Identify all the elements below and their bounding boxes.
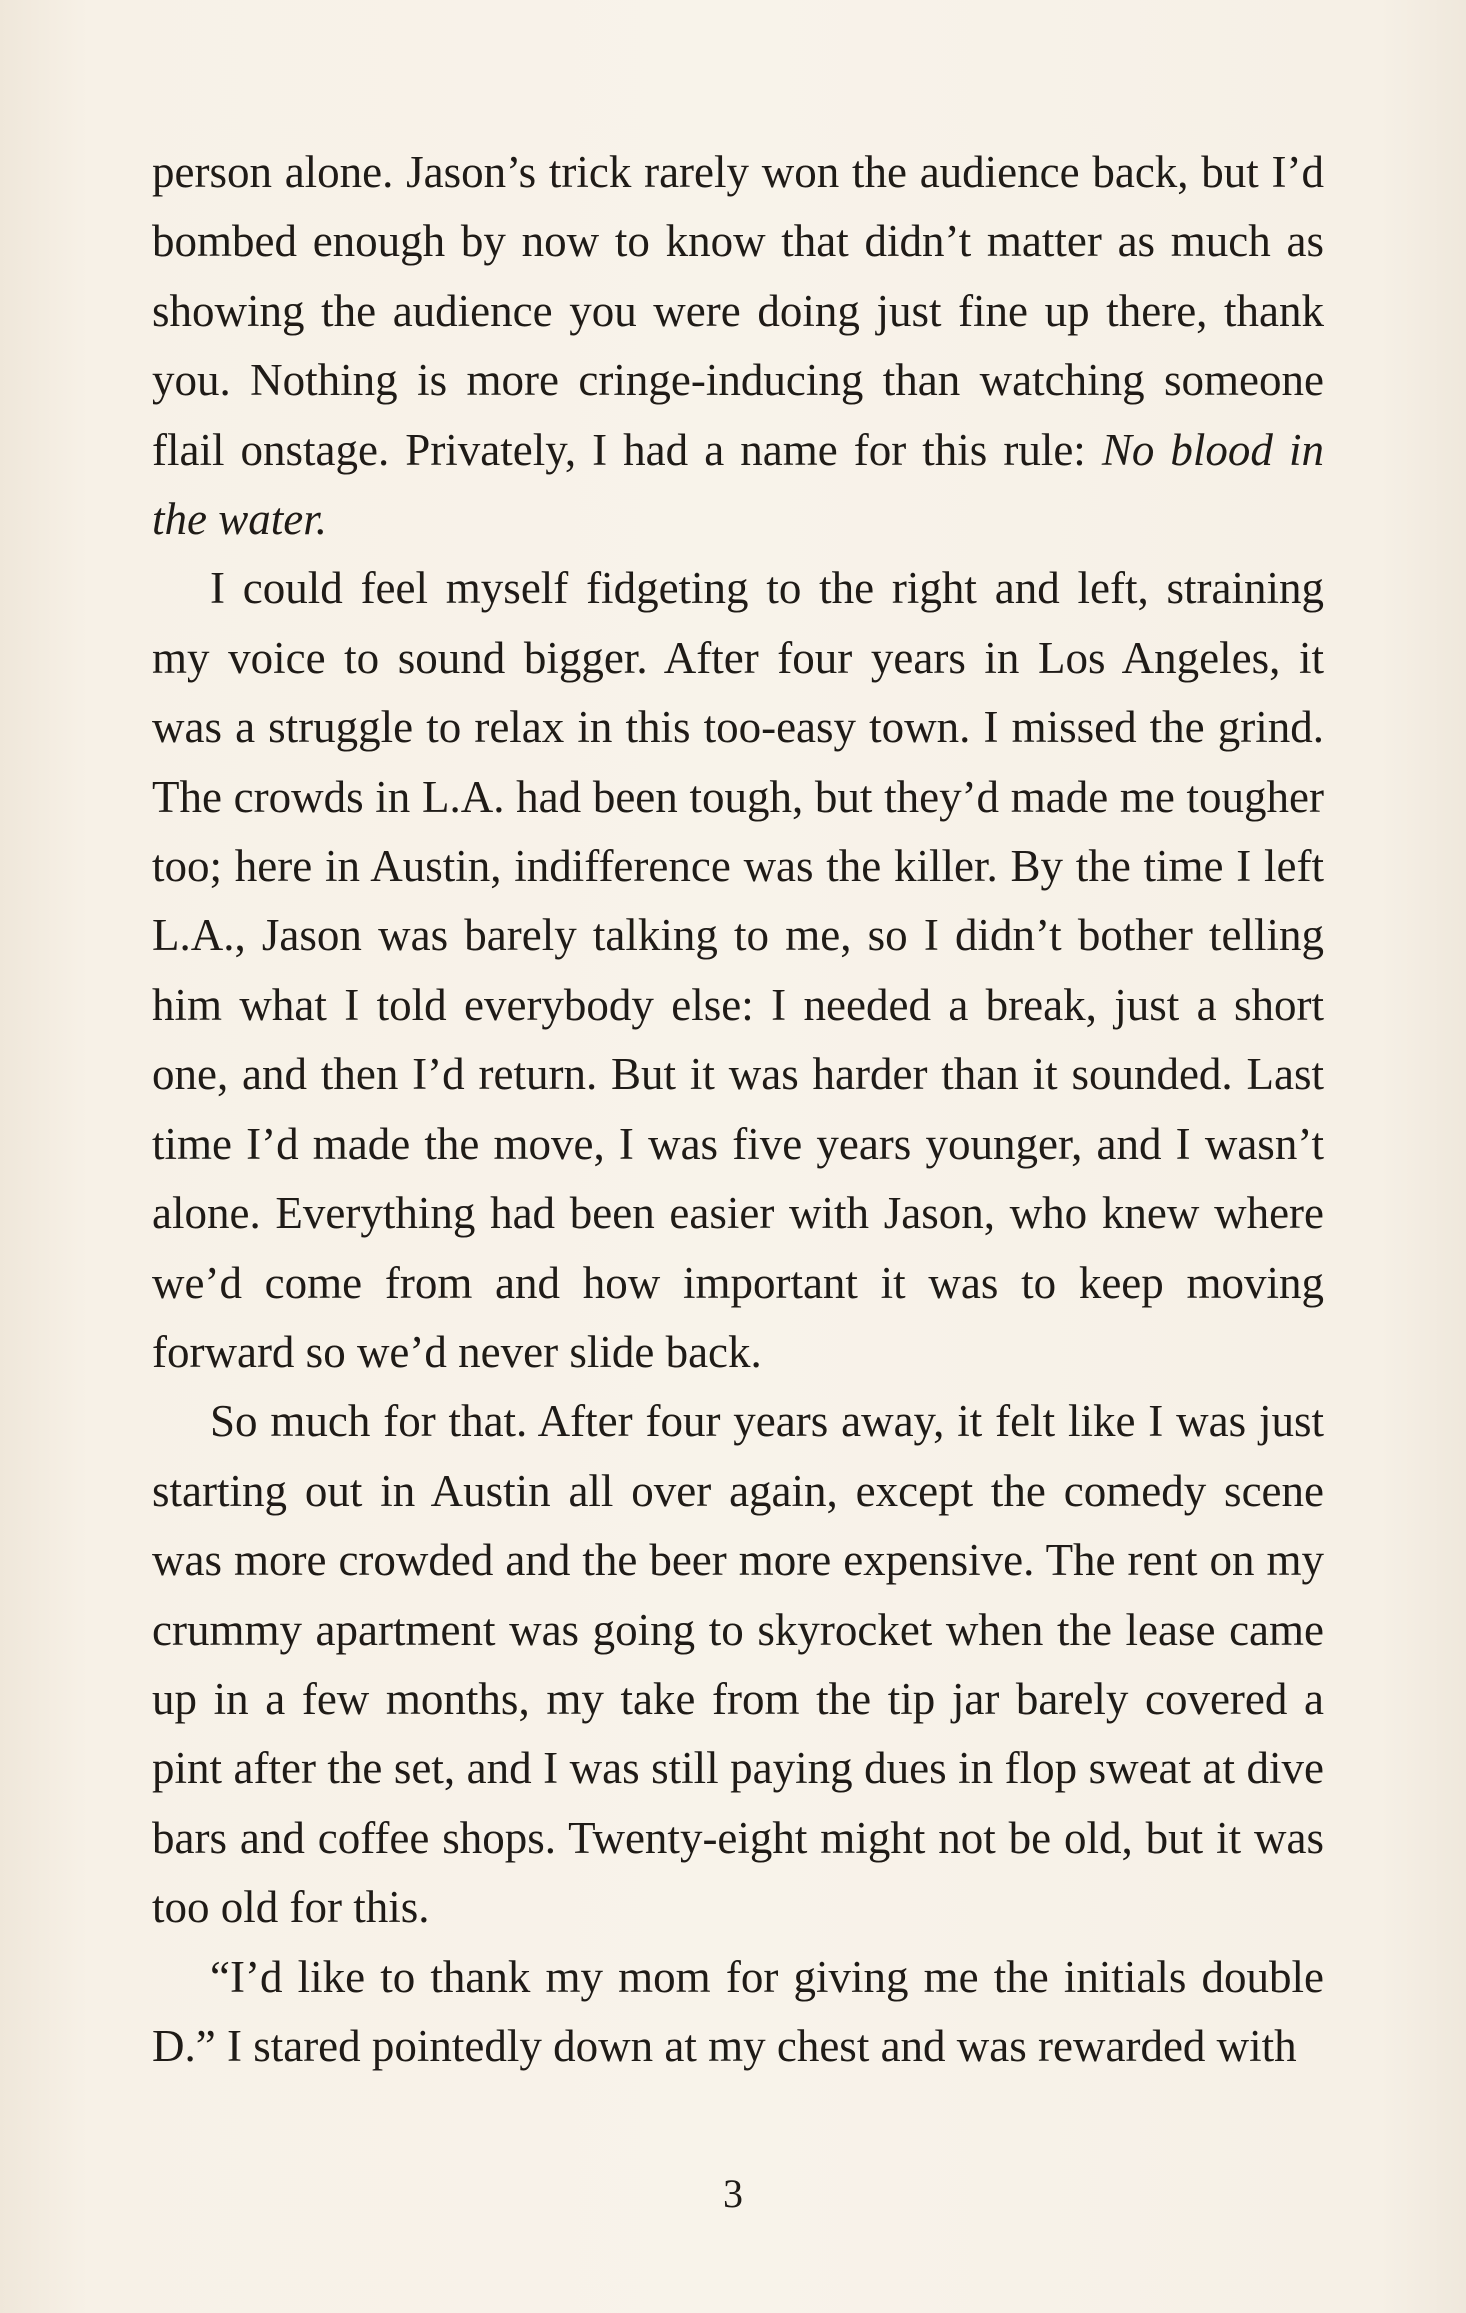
paragraph-4: “I’d like to thank my mom for giving me the initials double D.” I stared pointedly down at my chest and was rewarded with — [152, 1951, 1324, 2071]
page-number: 3 — [723, 2171, 743, 2216]
body-text — [152, 138, 1324, 2081]
paragraph-1-text: person alone. Jason’s trick rarely won the audience back, but I’d bombed enough by now to know that didn’t matter as much as showing the audience you were doing just fine up there, thank you. Nothing is more cringe-inducing than watching someone flail onstage. Privately, I had a name for this rule: — [152, 147, 1324, 475]
paragraph-1-italic: No blood in the water. — [152, 424, 1324, 545]
paragraph-3: So much for that. After four years away, it felt like I was just starting out in Austin all over again, except the comedy scene was more crowded and the beer more expensive. The rent on my crummy apartment was going to skyrocket when the lease came up in a few months, my take from the tip jar barely covered a pint after the set, and I was still paying dues in flop sweat at dive bars and coffee shops. Twenty-eight might not be old, but it was too old for this. — [152, 1396, 1324, 1933]
paragraph-2: I could feel myself fidgeting to the right and left, straining my voice to sound bigger. After four years in Los Angeles, it was a struggle to relax in this too-easy town. I missed the grind. The crowds in L.A. had been tough, but they’d made me tougher too; here in Austin, indifference was the killer. By the time I left L.A., Jason was barely talking to me, so I didn’t bother telling him what I told everybody else: I needed a break, just a short one, and then I’d return. But it was harder than it sounded. Last time I’d made the move, I was five years younger, and I wasn’t alone. Everything had been easier with Jason, who knew where we’d come from and how important it was to keep moving forward so we’d never slide back. — [152, 563, 1324, 1377]
paragraph-1 — [152, 138, 1324, 554]
